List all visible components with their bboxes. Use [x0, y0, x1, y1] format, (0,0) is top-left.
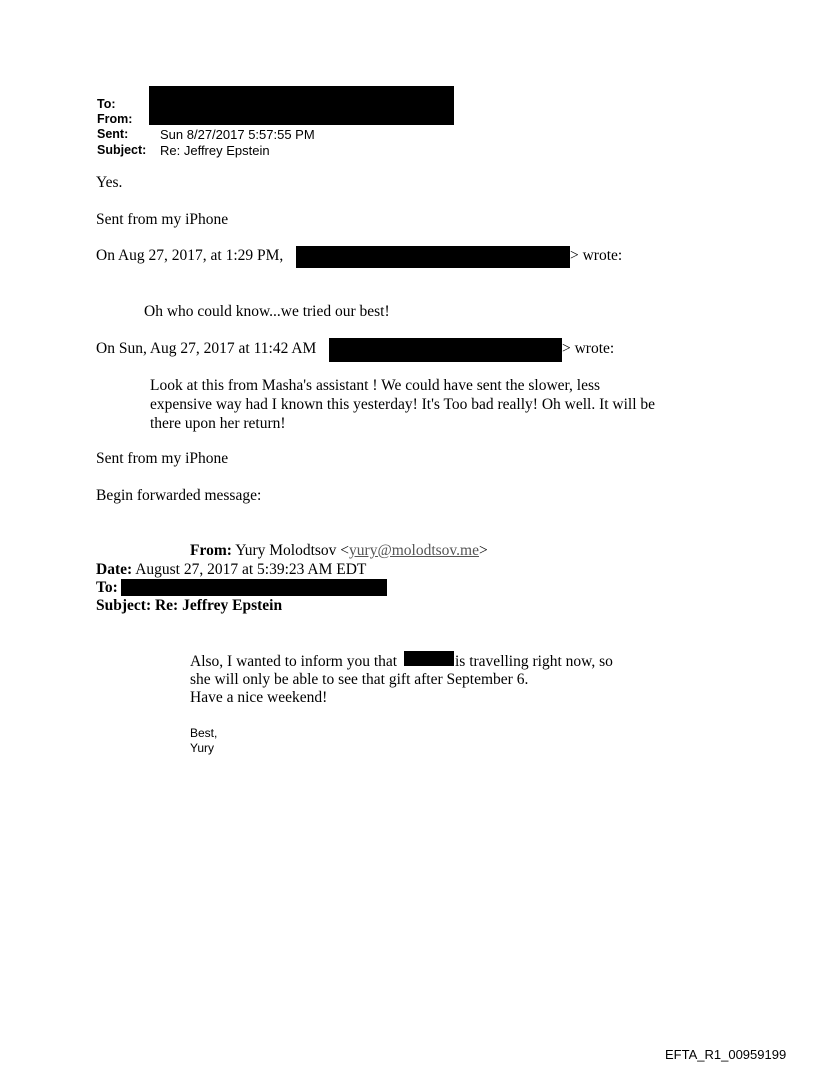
header-subject-label: Subject:: [97, 143, 147, 157]
forwarded-to-label: To:: [96, 579, 118, 596]
quote2-attribution-prefix: On Sun, Aug 27, 2017 at 11:42 AM: [96, 340, 317, 357]
quote2-attribution-suffix: > wrote:: [562, 340, 615, 357]
header-sent-value: Sun 8/27/2017 5:57:55 PM: [160, 127, 315, 142]
forwarded-subject-value: Re: Jeffrey Epstein: [154, 597, 283, 614]
forwarded-date-label: Date:: [96, 561, 133, 578]
forwarded-closing-name: Yury: [190, 741, 215, 755]
forwarded-to-line: [96, 579, 118, 597]
redaction-header-recipients: [149, 86, 454, 125]
forwarded-date-value: August 27, 2017 at 5:39:23 AM EDT: [135, 561, 367, 578]
forwarded-body-part1: Also, I wanted to inform you that: [190, 653, 398, 670]
reply-signature: Sent from my iPhone: [96, 211, 229, 228]
forwarded-from-name: Yury Molodtsov <: [235, 542, 350, 559]
forwarded-from-label: From:: [190, 542, 232, 559]
header-sent-label: Sent:: [97, 127, 129, 141]
forwarded-from-email-link[interactable]: yury@molodtsov.me: [349, 542, 479, 559]
redaction-quote1-sender: [296, 246, 570, 268]
forwarded-body-line3: Have a nice weekend!: [190, 689, 328, 706]
forwarded-date-line: [96, 561, 366, 579]
forwarded-closing: Best,: [190, 726, 218, 740]
footer-doc-id: EFTA_R1_00959199: [665, 1047, 787, 1062]
forwarded-from-line: [190, 542, 488, 560]
forwarded-body-part2: is travelling right now, so: [455, 653, 613, 670]
reply-text: Yes.: [96, 174, 123, 191]
quote1-attribution-prefix: On Aug 27, 2017, at 1:29 PM,: [96, 247, 284, 264]
quote1-body: Oh who could know...we tried our best!: [144, 303, 390, 320]
redaction-quote2-sender: [329, 338, 562, 362]
forwarded-body-line2: she will only be able to see that gift after September 6.: [190, 671, 529, 688]
forwarded-subject-label: Subject:: [96, 597, 152, 614]
forwarded-from-close: >: [478, 542, 488, 559]
quote1-attribution-suffix: > wrote:: [570, 247, 623, 264]
quote2-signature: Sent from my iPhone: [96, 450, 229, 467]
quote2-body: Look at this from Masha's assistant ! We could have sent the slower, less expensive way had I known this yesterday! It's Too bad really! Oh well. It will be there upon her return!: [150, 377, 656, 432]
forwarded-subject-line: [96, 597, 282, 615]
header-from-label: From:: [97, 112, 133, 126]
redaction-forwarded-name: [404, 651, 454, 666]
forward-intro: Begin forwarded message:: [96, 487, 262, 504]
header-to-label: To:: [97, 97, 116, 111]
redaction-forwarded-recipient: [121, 579, 387, 596]
header-subject-value: Re: Jeffrey Epstein: [160, 143, 270, 158]
